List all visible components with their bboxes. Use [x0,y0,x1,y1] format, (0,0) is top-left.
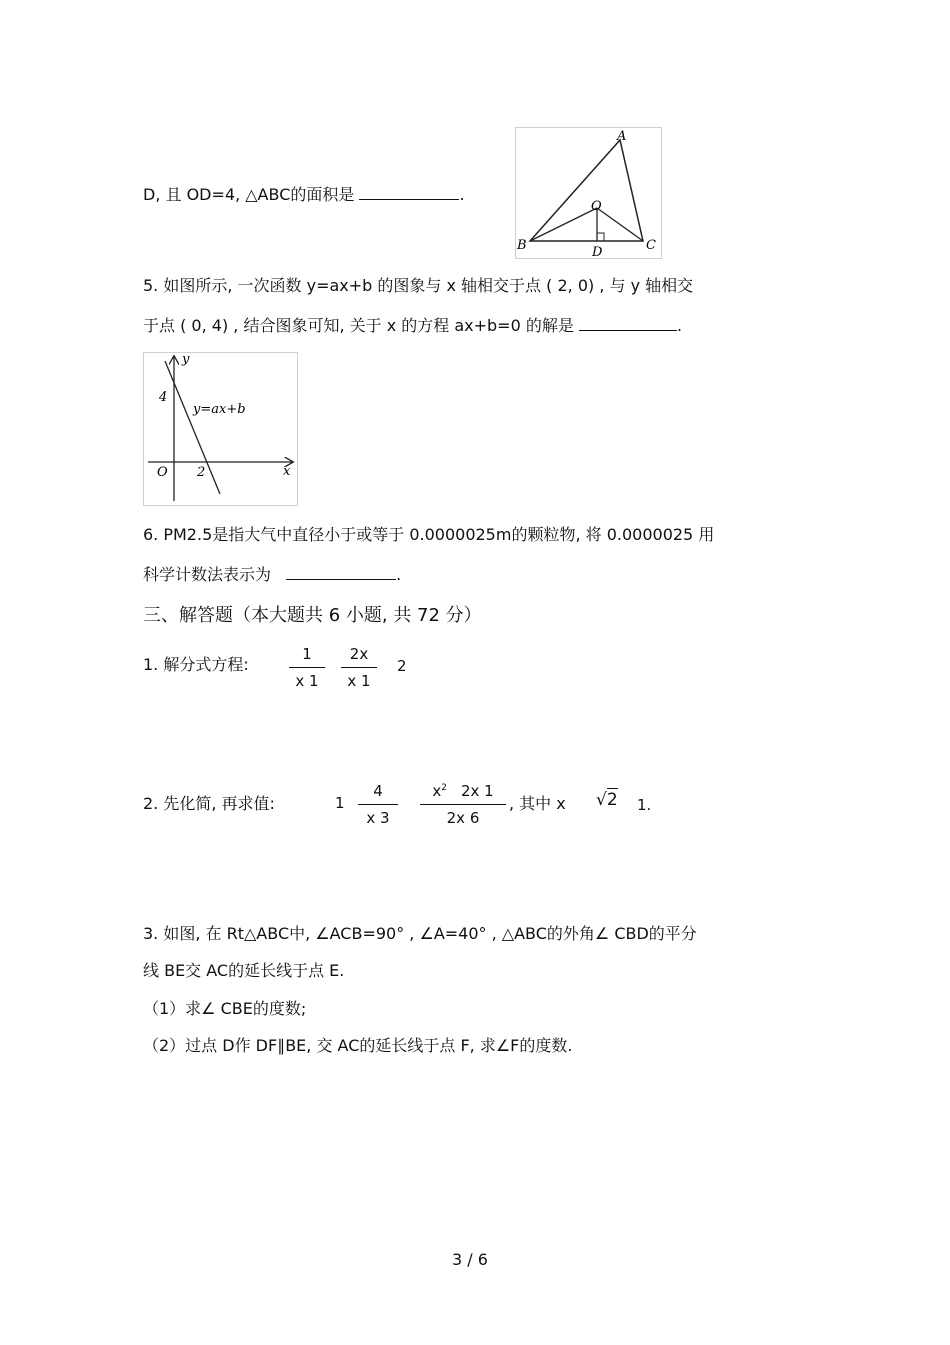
right-angle-mark [597,233,604,241]
q5-answer-blank[interactable] [579,316,677,331]
triangle-abc [530,140,643,241]
sqrt-sign-icon: √ [596,790,607,810]
y-axis-label: y [182,353,190,367]
p2-mid: , 其中 x [509,794,566,813]
p1-frac1-denominator: x 1 [295,672,319,690]
section3-title: 三、解答题（本大题共 6 小题, 共 72 分） [143,605,482,626]
p3-sub1: （1）求∠ CBE的度数; [143,999,307,1018]
x-tick-label: 2 [197,465,206,480]
p1-frac1-numerator: 1 [289,647,325,668]
q5-line2 [143,316,682,334]
q5-line1: 5. 如图所示, 一次函数 y=ax+b 的图象与 x 轴相交于点 ( 2, 0) , 与 y 轴相交 [143,276,694,295]
p3-line2: 线 BE交 AC的延长线于点 E. [143,961,345,980]
y-tick-label: 4 [159,390,168,405]
label-d: D [592,245,603,258]
label-b: B [517,238,527,253]
p2-frac1-denominator: x 3 [366,809,390,827]
q6-line1: 6. PM2.5是指大气中直径小于或等于 0.0000025m的颗粒物, 将 0.0000025 用 [143,525,715,544]
p2-frac1-numerator: 4 [358,784,398,805]
p2-sqrt-value: 2 [606,790,618,810]
q6-answer-blank[interactable] [286,565,396,580]
q5-line2-end: . [676,316,683,335]
p2-frac2-sup: 2 [441,783,447,793]
p2-frac2-rest: 2x 1 [460,782,494,800]
line-label: y=ax+b [193,402,246,417]
label-o: O [591,199,602,214]
q5-graph-figure [143,352,298,506]
label-a: A [617,129,627,144]
origin-label: O [157,465,168,480]
q6-line2-end: . [396,565,402,584]
p1-prefix: 1. 解分式方程: [143,655,249,674]
p3-sub2: （2）过点 D作 DF∥BE, 交 AC的延长线于点 F, 求∠F的度数. [143,1036,573,1055]
q4-triangle-figure [515,127,662,259]
p1-frac2-numerator: 2x [341,647,377,668]
p2-sqrt [596,792,618,809]
triangle-diagram [516,128,661,258]
q4-text-end: . [459,185,465,204]
p3-line1: 3. 如图, 在 Rt△ABC中, ∠ACB=90° , ∠A=40° , △ABC的外角∠ CBD的平分 [143,924,697,943]
p2-fraction-2 [420,781,506,826]
q6-line2 [143,565,401,583]
x-axis-label: x [283,464,291,479]
function-line [165,361,220,494]
p1-rhs: 2 [397,657,407,675]
p2-fraction-1 [358,784,398,826]
p2-frac2-x: x [432,782,442,800]
q5-line2-body: 于点 ( 0, 4) , 结合图象可知, 关于 x 的方程 ax+b=0 的解是 [143,316,574,335]
q4-text [143,185,465,203]
p2-frac2-numerator [420,781,506,805]
p2-prefix: 2. 先化简, 再求值: [143,794,275,813]
p1-fraction-1 [289,647,325,689]
p1-fraction-2 [341,647,377,689]
label-c: C [646,238,656,253]
q4-text-body: D, 且 OD=4, △ABC的面积是 [143,185,355,204]
p1-frac2-denominator: x 1 [347,672,371,690]
page-number: 3 / 6 [452,1250,488,1269]
p2-frac2-denominator: 2x 6 [446,809,480,827]
p2-one: 1 [335,794,345,812]
q6-line2-body: 科学计数法表示为 [143,565,272,584]
p2-tail: 1. [637,796,652,814]
segment-bo [530,208,597,241]
q4-answer-blank[interactable] [359,185,459,200]
linear-graph [144,353,297,505]
